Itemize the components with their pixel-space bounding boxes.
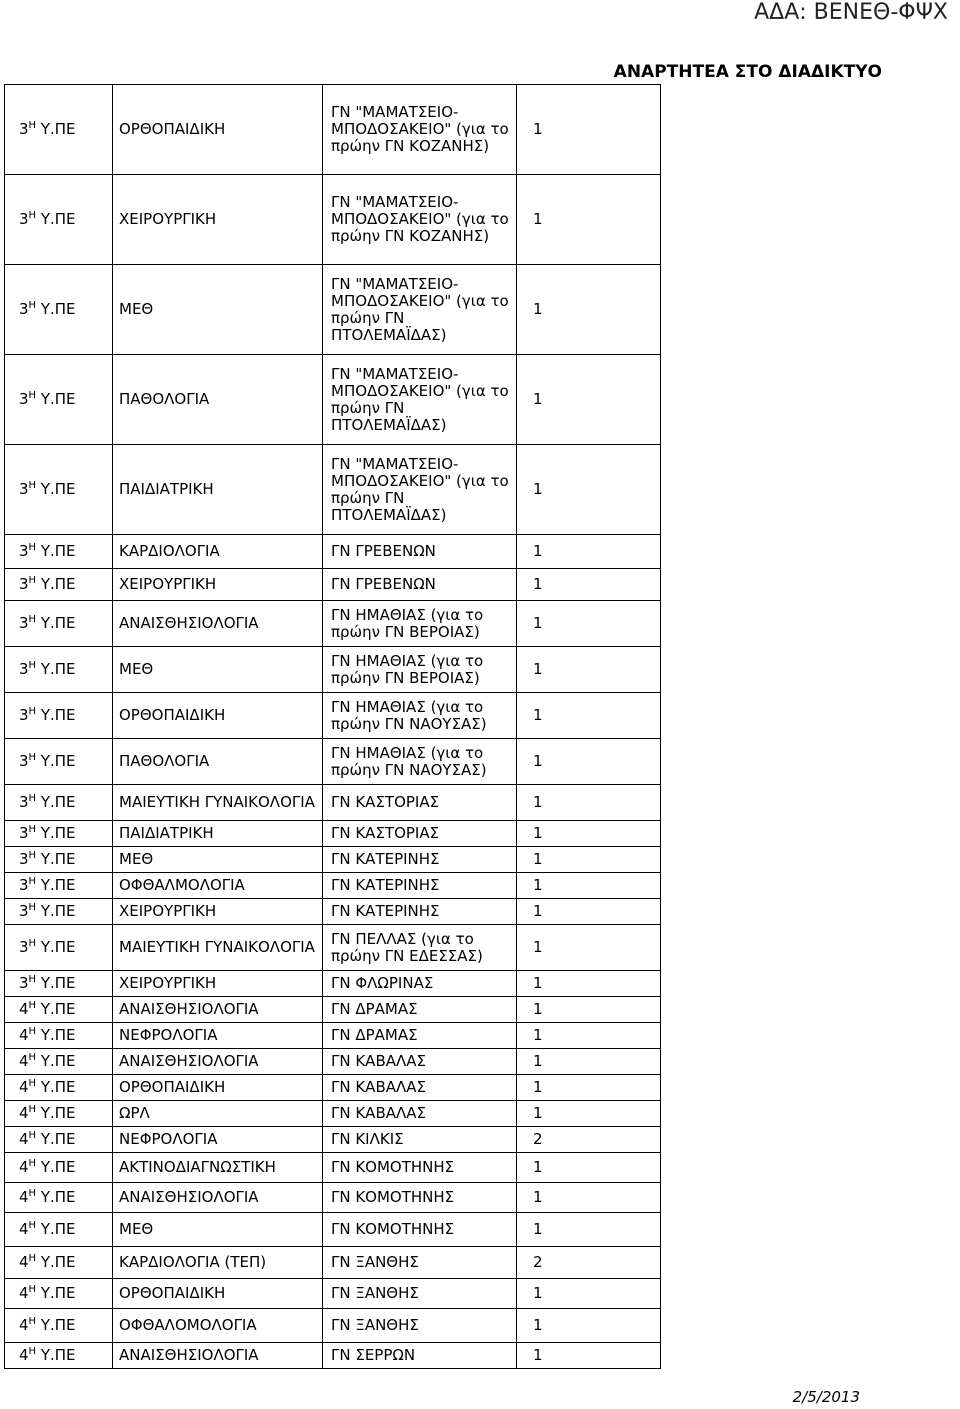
region-number: 4 xyxy=(19,1253,29,1271)
positions-cell: 2 xyxy=(517,1127,661,1153)
region-number: 3 xyxy=(19,660,29,678)
region-label: Υ.ΠΕ xyxy=(36,120,76,138)
region-superscript: Η xyxy=(28,938,37,949)
specialty-cell: ΧΕΙΡΟΥΡΓΙΚΗ xyxy=(113,569,323,601)
table-row xyxy=(5,569,661,601)
hospital-cell: ΓΝ ΚΟΜΟΤΗΝΗΣ xyxy=(323,1183,517,1213)
region-label: Υ.ΠΕ xyxy=(36,1253,76,1271)
table-row xyxy=(5,1279,661,1309)
region-label: Υ.ΠΕ xyxy=(36,1220,76,1238)
document-date: 2/5/2013 xyxy=(792,1388,860,1406)
positions-cell: 1 xyxy=(517,1023,661,1049)
region-superscript: Η xyxy=(28,1000,37,1011)
specialty-cell: ΟΦΘΑΛΟΜΟΛΟΓΙΑ xyxy=(113,1309,323,1343)
hospital-cell: ΓΝ "ΜΑΜΑΤΣΕΙΟ-ΜΠΟΔΟΣΑΚΕΙΟ" (για το πρώην ΓΝ ΠΤΟΛΕΜΑΪΔΑΣ) xyxy=(323,265,517,355)
table-row xyxy=(5,1153,661,1183)
table-row xyxy=(5,1075,661,1101)
region-superscript: Η xyxy=(28,660,37,671)
specialty-cell: ΟΡΘΟΠΑΙΔΙΚΗ xyxy=(113,1075,323,1101)
positions-cell: 1 xyxy=(517,997,661,1023)
specialty-cell: ΚΑΡΔΙΟΛΟΓΙΑ xyxy=(113,535,323,569)
hospital-cell: ΓΝ ΠΕΛΛΑΣ (για το πρώην ΓΝ ΕΔΕΣΣΑΣ) xyxy=(323,925,517,971)
region-superscript: Η xyxy=(28,1188,37,1199)
table-row xyxy=(5,1247,661,1279)
region-label: Υ.ΠΕ xyxy=(36,390,76,408)
hospital-cell: ΓΝ ΗΜΑΘΙΑΣ (για το πρώην ΓΝ ΒΕΡΟΙΑΣ) xyxy=(323,601,517,647)
region-label: Υ.ΠΕ xyxy=(36,876,76,894)
specialty-cell: ΜΑΙΕΥΤΙΚΗ ΓΥΝΑΙΚΟΛΟΓΙΑ xyxy=(113,785,323,821)
region-cell xyxy=(5,899,113,925)
region-superscript: Η xyxy=(28,614,37,625)
specialty-cell: ΜΑΙΕΥΤΙΚΗ ΓΥΝΑΙΚΟΛΟΓΙΑ xyxy=(113,925,323,971)
positions-cell: 1 xyxy=(517,739,661,785)
hospital-cell: ΓΝ ΗΜΑΘΙΑΣ (για το πρώην ΓΝ ΝΑΟΥΣΑΣ) xyxy=(323,739,517,785)
specialty-cell: ΝΕΦΡΟΛΟΓΙΑ xyxy=(113,1127,323,1153)
region-cell xyxy=(5,1279,113,1309)
region-number: 4 xyxy=(19,1284,29,1302)
specialty-cell: ΟΡΘΟΠΑΙΔΙΚΗ xyxy=(113,85,323,175)
region-cell xyxy=(5,971,113,997)
positions-cell: 1 xyxy=(517,355,661,445)
region-number: 3 xyxy=(19,210,29,228)
region-superscript: Η xyxy=(28,706,37,717)
region-cell xyxy=(5,601,113,647)
region-cell xyxy=(5,739,113,785)
hospital-cell: ΓΝ ΚΑΒΑΛΑΣ xyxy=(323,1049,517,1075)
region-cell xyxy=(5,873,113,899)
table-row xyxy=(5,899,661,925)
hospital-cell: ΓΝ ΚΑΤΕΡΙΝΗΣ xyxy=(323,899,517,925)
region-number: 4 xyxy=(19,1346,29,1364)
positions-cell: 1 xyxy=(517,1309,661,1343)
positions-cell: 1 xyxy=(517,821,661,847)
region-superscript: Η xyxy=(28,1253,37,1264)
hospital-cell: ΓΝ ΚΑΒΑΛΑΣ xyxy=(323,1075,517,1101)
positions-cell: 1 xyxy=(517,693,661,739)
table-row xyxy=(5,1213,661,1247)
region-number: 3 xyxy=(19,390,29,408)
hospital-cell: ΓΝ ΚΑΤΕΡΙΝΗΣ xyxy=(323,873,517,899)
region-superscript: Η xyxy=(28,902,37,913)
region-number: 3 xyxy=(19,902,29,920)
specialty-cell: ΑΝΑΙΣΘΗΣΙΟΛΟΓΙΑ xyxy=(113,601,323,647)
region-number: 3 xyxy=(19,938,29,956)
region-label: Υ.ΠΕ xyxy=(36,1188,76,1206)
region-cell xyxy=(5,445,113,535)
hospital-cell: ΓΝ ΔΡΑΜΑΣ xyxy=(323,997,517,1023)
region-cell xyxy=(5,1153,113,1183)
hospital-cell: ΓΝ ΗΜΑΘΙΑΣ (για το πρώην ΓΝ ΝΑΟΥΣΑΣ) xyxy=(323,693,517,739)
hospital-cell: ΓΝ ΞΑΝΘΗΣ xyxy=(323,1309,517,1343)
region-number: 4 xyxy=(19,1130,29,1148)
hospital-cell: ΓΝ ΚΑΒΑΛΑΣ xyxy=(323,1101,517,1127)
region-number: 3 xyxy=(19,480,29,498)
region-number: 3 xyxy=(19,706,29,724)
region-label: Υ.ΠΕ xyxy=(36,902,76,920)
region-superscript: Η xyxy=(28,1346,37,1357)
table-row xyxy=(5,693,661,739)
region-cell xyxy=(5,355,113,445)
specialty-cell: ΑΝΑΙΣΘΗΣΙΟΛΟΓΙΑ xyxy=(113,1343,323,1369)
region-superscript: Η xyxy=(28,974,37,985)
region-cell xyxy=(5,85,113,175)
hospital-cell: ΓΝ ΣΕΡΡΩΝ xyxy=(323,1343,517,1369)
region-label: Υ.ΠΕ xyxy=(36,542,76,560)
region-superscript: Η xyxy=(28,1158,37,1169)
region-label: Υ.ΠΕ xyxy=(36,752,76,770)
region-superscript: Η xyxy=(28,1130,37,1141)
region-label: Υ.ΠΕ xyxy=(36,706,76,724)
region-label: Υ.ΠΕ xyxy=(36,575,76,593)
region-superscript: Η xyxy=(28,850,37,861)
region-label: Υ.ΠΕ xyxy=(36,850,76,868)
specialty-cell: ΠΑΘΟΛΟΓΙΑ xyxy=(113,739,323,785)
table-row xyxy=(5,1023,661,1049)
region-label: Υ.ΠΕ xyxy=(36,1130,76,1148)
region-label: Υ.ΠΕ xyxy=(36,938,76,956)
table-row xyxy=(5,355,661,445)
positions-cell: 1 xyxy=(517,873,661,899)
positions-cell: 1 xyxy=(517,1153,661,1183)
specialty-cell: ΑΝΑΙΣΘΗΣΙΟΛΟΓΙΑ xyxy=(113,1049,323,1075)
specialty-cell: ΑΝΑΙΣΘΗΣΙΟΛΟΓΙΑ xyxy=(113,1183,323,1213)
table-row xyxy=(5,739,661,785)
positions-cell: 1 xyxy=(517,175,661,265)
region-cell xyxy=(5,265,113,355)
region-cell xyxy=(5,785,113,821)
positions-cell: 2 xyxy=(517,1247,661,1279)
specialty-cell: ΜΕΘ xyxy=(113,265,323,355)
region-number: 3 xyxy=(19,876,29,894)
region-number: 3 xyxy=(19,575,29,593)
positions-cell: 1 xyxy=(517,1343,661,1369)
region-label: Υ.ΠΕ xyxy=(36,614,76,632)
region-number: 4 xyxy=(19,1220,29,1238)
region-number: 3 xyxy=(19,542,29,560)
region-number: 4 xyxy=(19,1078,29,1096)
region-cell xyxy=(5,847,113,873)
region-cell xyxy=(5,1183,113,1213)
region-superscript: Η xyxy=(28,300,37,311)
specialty-cell: ΚΑΡΔΙΟΛΟΓΙΑ (ΤΕΠ) xyxy=(113,1247,323,1279)
region-number: 4 xyxy=(19,1052,29,1070)
table-row xyxy=(5,821,661,847)
hospital-cell: ΓΝ ΓΡΕΒΕΝΩΝ xyxy=(323,569,517,601)
table-row xyxy=(5,445,661,535)
positions-cell: 1 xyxy=(517,899,661,925)
region-superscript: Η xyxy=(28,1078,37,1089)
region-cell xyxy=(5,569,113,601)
region-label: Υ.ΠΕ xyxy=(36,1104,76,1122)
region-cell xyxy=(5,1075,113,1101)
table-row xyxy=(5,997,661,1023)
specialty-cell: ΑΝΑΙΣΘΗΣΙΟΛΟΓΙΑ xyxy=(113,997,323,1023)
region-label: Υ.ΠΕ xyxy=(36,1052,76,1070)
hospital-cell: ΓΝ ΦΛΩΡΙΝΑΣ xyxy=(323,971,517,997)
hospital-cell: ΓΝ ΞΑΝΘΗΣ xyxy=(323,1279,517,1309)
region-label: Υ.ΠΕ xyxy=(36,974,76,992)
region-superscript: Η xyxy=(28,793,37,804)
region-number: 3 xyxy=(19,824,29,842)
region-superscript: Η xyxy=(28,1316,37,1327)
region-label: Υ.ΠΕ xyxy=(36,210,76,228)
region-cell xyxy=(5,821,113,847)
positions-cell: 1 xyxy=(517,785,661,821)
hospital-cell: ΓΝ ΞΑΝΘΗΣ xyxy=(323,1247,517,1279)
region-superscript: Η xyxy=(28,210,37,221)
region-label: Υ.ΠΕ xyxy=(36,1346,76,1364)
positions-cell: 1 xyxy=(517,569,661,601)
region-superscript: Η xyxy=(28,120,37,131)
region-cell xyxy=(5,1309,113,1343)
region-cell xyxy=(5,1023,113,1049)
table-row xyxy=(5,847,661,873)
region-superscript: Η xyxy=(28,1052,37,1063)
region-superscript: Η xyxy=(28,752,37,763)
region-cell xyxy=(5,1213,113,1247)
region-cell xyxy=(5,535,113,569)
specialty-cell: ΑΚΤΙΝΟΔΙΑΓΝΩΣΤΙΚΗ xyxy=(113,1153,323,1183)
table-row xyxy=(5,535,661,569)
positions-cell: 1 xyxy=(517,601,661,647)
table-row xyxy=(5,1049,661,1075)
hospital-cell: ΓΝ "ΜΑΜΑΤΣΕΙΟ-ΜΠΟΔΟΣΑΚΕΙΟ" (για το πρώην ΓΝ ΚΟΖΑΝΗΣ) xyxy=(323,85,517,175)
region-number: 3 xyxy=(19,974,29,992)
region-superscript: Η xyxy=(28,575,37,586)
region-number: 3 xyxy=(19,752,29,770)
positions-table-body xyxy=(5,85,661,1369)
specialty-cell: ΝΕΦΡΟΛΟΓΙΑ xyxy=(113,1023,323,1049)
region-label: Υ.ΠΕ xyxy=(36,660,76,678)
region-label: Υ.ΠΕ xyxy=(36,1000,76,1018)
table-row xyxy=(5,175,661,265)
specialty-cell: ΠΑΘΟΛΟΓΙΑ xyxy=(113,355,323,445)
region-label: Υ.ΠΕ xyxy=(36,300,76,318)
hospital-cell: ΓΝ ΔΡΑΜΑΣ xyxy=(323,1023,517,1049)
hospital-cell: ΓΝ "ΜΑΜΑΤΣΕΙΟ-ΜΠΟΔΟΣΑΚΕΙΟ" (για το πρώην ΓΝ ΚΟΖΑΝΗΣ) xyxy=(323,175,517,265)
region-label: Υ.ΠΕ xyxy=(36,480,76,498)
specialty-cell: ΟΡΘΟΠΑΙΔΙΚΗ xyxy=(113,1279,323,1309)
region-cell xyxy=(5,647,113,693)
region-number: 3 xyxy=(19,793,29,811)
region-label: Υ.ΠΕ xyxy=(36,1316,76,1334)
region-cell xyxy=(5,1101,113,1127)
specialty-cell: ΜΕΘ xyxy=(113,647,323,693)
hospital-cell: ΓΝ ΓΡΕΒΕΝΩΝ xyxy=(323,535,517,569)
positions-cell: 1 xyxy=(517,85,661,175)
hospital-cell: ΓΝ ΚΟΜΟΤΗΝΗΣ xyxy=(323,1213,517,1247)
specialty-cell: ΩΡΛ xyxy=(113,1101,323,1127)
region-number: 4 xyxy=(19,1104,29,1122)
positions-cell: 1 xyxy=(517,1101,661,1127)
region-superscript: Η xyxy=(28,390,37,401)
region-cell xyxy=(5,925,113,971)
table-row xyxy=(5,1101,661,1127)
positions-cell: 1 xyxy=(517,1049,661,1075)
table-row xyxy=(5,785,661,821)
positions-cell: 1 xyxy=(517,445,661,535)
positions-cell: 1 xyxy=(517,1279,661,1309)
region-number: 3 xyxy=(19,300,29,318)
specialty-cell: ΧΕΙΡΟΥΡΓΙΚΗ xyxy=(113,175,323,265)
region-cell xyxy=(5,1049,113,1075)
table-row xyxy=(5,601,661,647)
table-row xyxy=(5,1343,661,1369)
region-number: 4 xyxy=(19,1316,29,1334)
specialty-cell: ΧΕΙΡΟΥΡΓΙΚΗ xyxy=(113,971,323,997)
ada-code: ΑΔΑ: ΒΕΝΕΘ-ΦΨΧ xyxy=(754,0,948,25)
specialty-cell: ΠΑΙΔΙΑΤΡΙΚΗ xyxy=(113,821,323,847)
region-number: 3 xyxy=(19,120,29,138)
specialty-cell: ΜΕΘ xyxy=(113,847,323,873)
hospital-cell: ΓΝ ΚΙΛΚΙΣ xyxy=(323,1127,517,1153)
region-number: 4 xyxy=(19,1026,29,1044)
positions-cell: 1 xyxy=(517,535,661,569)
table-row xyxy=(5,1183,661,1213)
region-number: 3 xyxy=(19,850,29,868)
region-superscript: Η xyxy=(28,1284,37,1295)
table-row xyxy=(5,647,661,693)
hospital-cell: ΓΝ ΚΑΣΤΟΡΙΑΣ xyxy=(323,821,517,847)
hospital-cell: ΓΝ "ΜΑΜΑΤΣΕΙΟ-ΜΠΟΔΟΣΑΚΕΙΟ" (για το πρώην ΓΝ ΠΤΟΛΕΜΑΪΔΑΣ) xyxy=(323,445,517,535)
positions-cell: 1 xyxy=(517,1213,661,1247)
region-label: Υ.ΠΕ xyxy=(36,1284,76,1302)
region-number: 3 xyxy=(19,614,29,632)
region-cell xyxy=(5,175,113,265)
region-number: 4 xyxy=(19,1158,29,1176)
table-row xyxy=(5,971,661,997)
positions-cell: 1 xyxy=(517,1183,661,1213)
region-superscript: Η xyxy=(28,1026,37,1037)
region-superscript: Η xyxy=(28,542,37,553)
region-number: 4 xyxy=(19,1188,29,1206)
region-number: 4 xyxy=(19,1000,29,1018)
region-superscript: Η xyxy=(28,876,37,887)
table-row xyxy=(5,925,661,971)
region-cell xyxy=(5,693,113,739)
region-cell xyxy=(5,997,113,1023)
table-row xyxy=(5,85,661,175)
positions-table xyxy=(4,84,661,1369)
positions-cell: 1 xyxy=(517,647,661,693)
region-cell xyxy=(5,1127,113,1153)
hospital-cell: ΓΝ "ΜΑΜΑΤΣΕΙΟ-ΜΠΟΔΟΣΑΚΕΙΟ" (για το πρώην ΓΝ ΠΤΟΛΕΜΑΪΔΑΣ) xyxy=(323,355,517,445)
specialty-cell: ΟΡΘΟΠΑΙΔΙΚΗ xyxy=(113,693,323,739)
region-label: Υ.ΠΕ xyxy=(36,824,76,842)
publish-note: ΑΝΑΡΤΗΤΕΑ ΣΤΟ ΔΙΑΔΙΚΤΥΟ xyxy=(613,62,882,82)
specialty-cell: ΧΕΙΡΟΥΡΓΙΚΗ xyxy=(113,899,323,925)
positions-cell: 1 xyxy=(517,1075,661,1101)
table-row xyxy=(5,873,661,899)
positions-cell: 1 xyxy=(517,265,661,355)
region-superscript: Η xyxy=(28,480,37,491)
region-cell xyxy=(5,1247,113,1279)
positions-cell: 1 xyxy=(517,847,661,873)
hospital-cell: ΓΝ ΗΜΑΘΙΑΣ (για το πρώην ΓΝ ΒΕΡΟΙΑΣ) xyxy=(323,647,517,693)
specialty-cell: ΠΑΙΔΙΑΤΡΙΚΗ xyxy=(113,445,323,535)
hospital-cell: ΓΝ ΚΟΜΟΤΗΝΗΣ xyxy=(323,1153,517,1183)
table-row xyxy=(5,1309,661,1343)
positions-cell: 1 xyxy=(517,925,661,971)
region-superscript: Η xyxy=(28,1104,37,1115)
region-label: Υ.ΠΕ xyxy=(36,1026,76,1044)
region-label: Υ.ΠΕ xyxy=(36,1158,76,1176)
region-superscript: Η xyxy=(28,1220,37,1231)
region-superscript: Η xyxy=(28,824,37,835)
region-label: Υ.ΠΕ xyxy=(36,1078,76,1096)
table-row xyxy=(5,265,661,355)
specialty-cell: ΜΕΘ xyxy=(113,1213,323,1247)
hospital-cell: ΓΝ ΚΑΣΤΟΡΙΑΣ xyxy=(323,785,517,821)
region-cell xyxy=(5,1343,113,1369)
specialty-cell: ΟΦΘΑΛΜΟΛΟΓΙΑ xyxy=(113,873,323,899)
hospital-cell: ΓΝ ΚΑΤΕΡΙΝΗΣ xyxy=(323,847,517,873)
table-row xyxy=(5,1127,661,1153)
positions-cell: 1 xyxy=(517,971,661,997)
region-label: Υ.ΠΕ xyxy=(36,793,76,811)
